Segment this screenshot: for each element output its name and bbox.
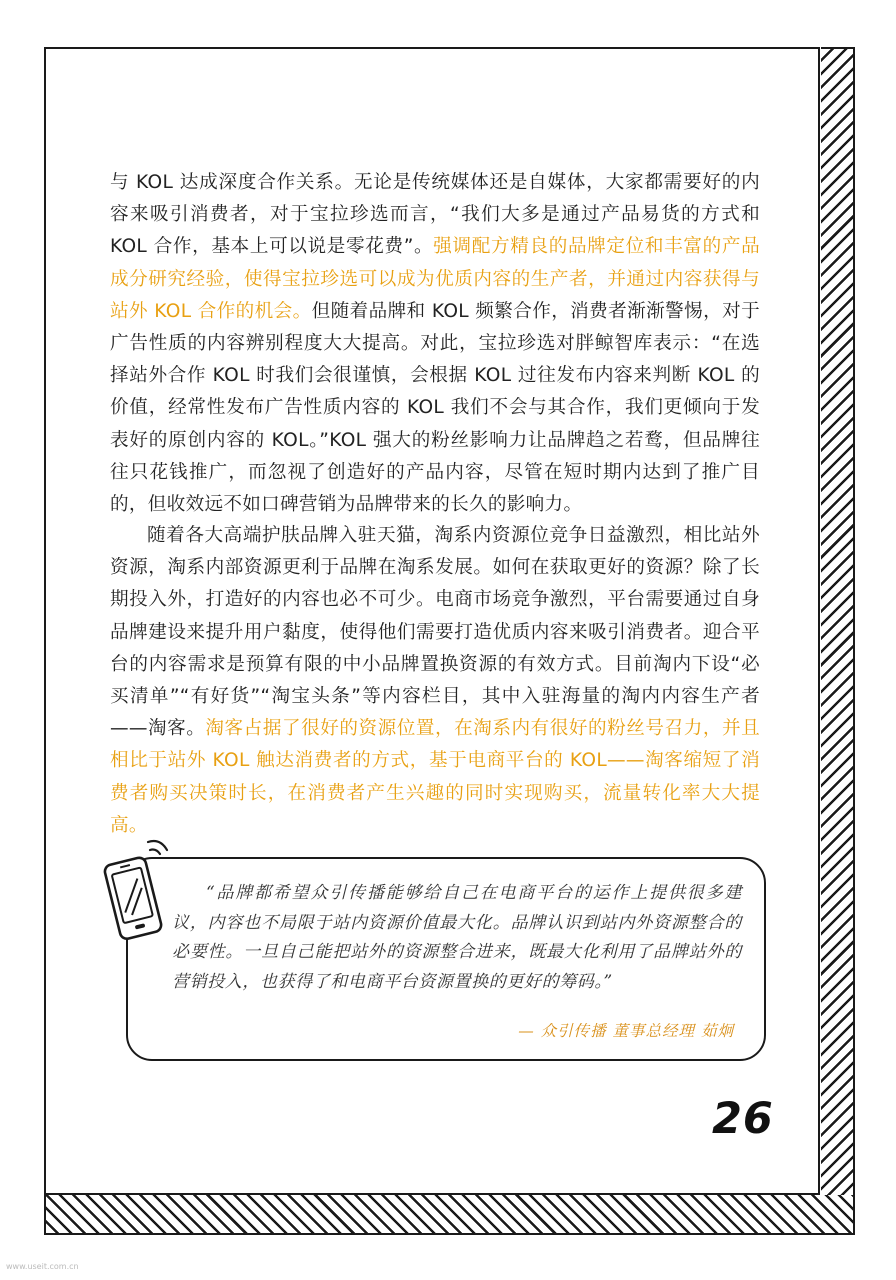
- quote-text: “品牌都希望众引传播能够给自己在电商平台的运作上提供很多建议，内容也不局限于站内资源价值最大化。品牌认识到站内外资源整合的必要性。一旦自己能把站外的资源整合进来，既最大化利用了品牌站外的营销投入，也获得了和电商平台资源置换的更好的筹码。”: [172, 883, 742, 992]
- paragraph-1-text-a: 与 KOL 达成深度合作关系。无论是传统媒体还是自媒体，大家都需要好的内容来吸引消费者，对于宝拉珍选而言，“我们大多是通过产品易货的方式和 KOL 合作，基本上可以说是零花费”。: [110, 172, 760, 258]
- body-paragraph-2: [110, 520, 760, 842]
- paragraph-2-text: 随着各大高端护肤品牌入驻天猫，淘系内资源位竞争日益激烈，相比站外资源，淘系内部资源更利于品牌在淘系发展。如何在获取更好的资源？除了长期投入外，打造好的内容也必不可少。电商市场竞争激烈，平台需要通过自身品牌建设来提升用户黏度，使得他们需要打造优质内容来吸引消费者。迎合平台的内容需求是预算有限的中小品牌置换资源的有效方式。目前淘内下设“必买清单”“有好货”“淘宝头条”等内容栏目，其中入驻海量的淘内内容生产者——淘客。: [110, 525, 760, 740]
- side-hatch-border: [821, 47, 855, 1235]
- quote-attribution: — 众引传播 董事总经理 茹炯: [518, 1022, 734, 1040]
- paragraph-1-highlight: 强调配方精良的品牌定位和丰富的产品成分研究经验，使得宝拉珍选可以成为优质内容的生产者，并通过内容获得与站外 KOL 合作的机会。: [110, 236, 760, 322]
- body-paragraph-1: [110, 167, 760, 521]
- quote-box: [126, 857, 766, 1061]
- smartphone-icon: [98, 836, 178, 946]
- page-number: 26: [712, 1094, 774, 1144]
- bottom-hatch-border: [44, 1195, 855, 1235]
- paragraph-1-text-b: 但随着品牌和 KOL 频繁合作，消费者渐渐警惕，对于广告性质的内容辨别程度大大提高。对此，宝拉珍选对胖鲸智库表示：“在选择站外合作 KOL 时我们会很谨慎，会根据 KOL 过往发布内容来判断 KOL 的价值，经常性发布广告性质内容的 KOL 我们不会与其合作，我们更倾向于发表好的原创内容的 KOL。”KOL 强大的粉丝影响力让品牌趋之若鹜，但品牌往往只花钱推广，而忽视了创造好的产品内容，尽管在短时期内达到了推广目的，但收效远不如口碑营销为品牌带来的长久的影响力。: [110, 300, 760, 516]
- watermark: www.useit.com.cn: [6, 1262, 79, 1271]
- paragraph-2-highlight: 淘客占据了很好的资源位置，在淘系内有很好的粉丝号召力，并且相比于站外 KOL 触达消费者的方式，基于电商平台的 KOL——淘客缩短了消费者购买决策时长，在消费者产生兴趣的同时实现购买，流量转化率大大提高。: [110, 718, 760, 836]
